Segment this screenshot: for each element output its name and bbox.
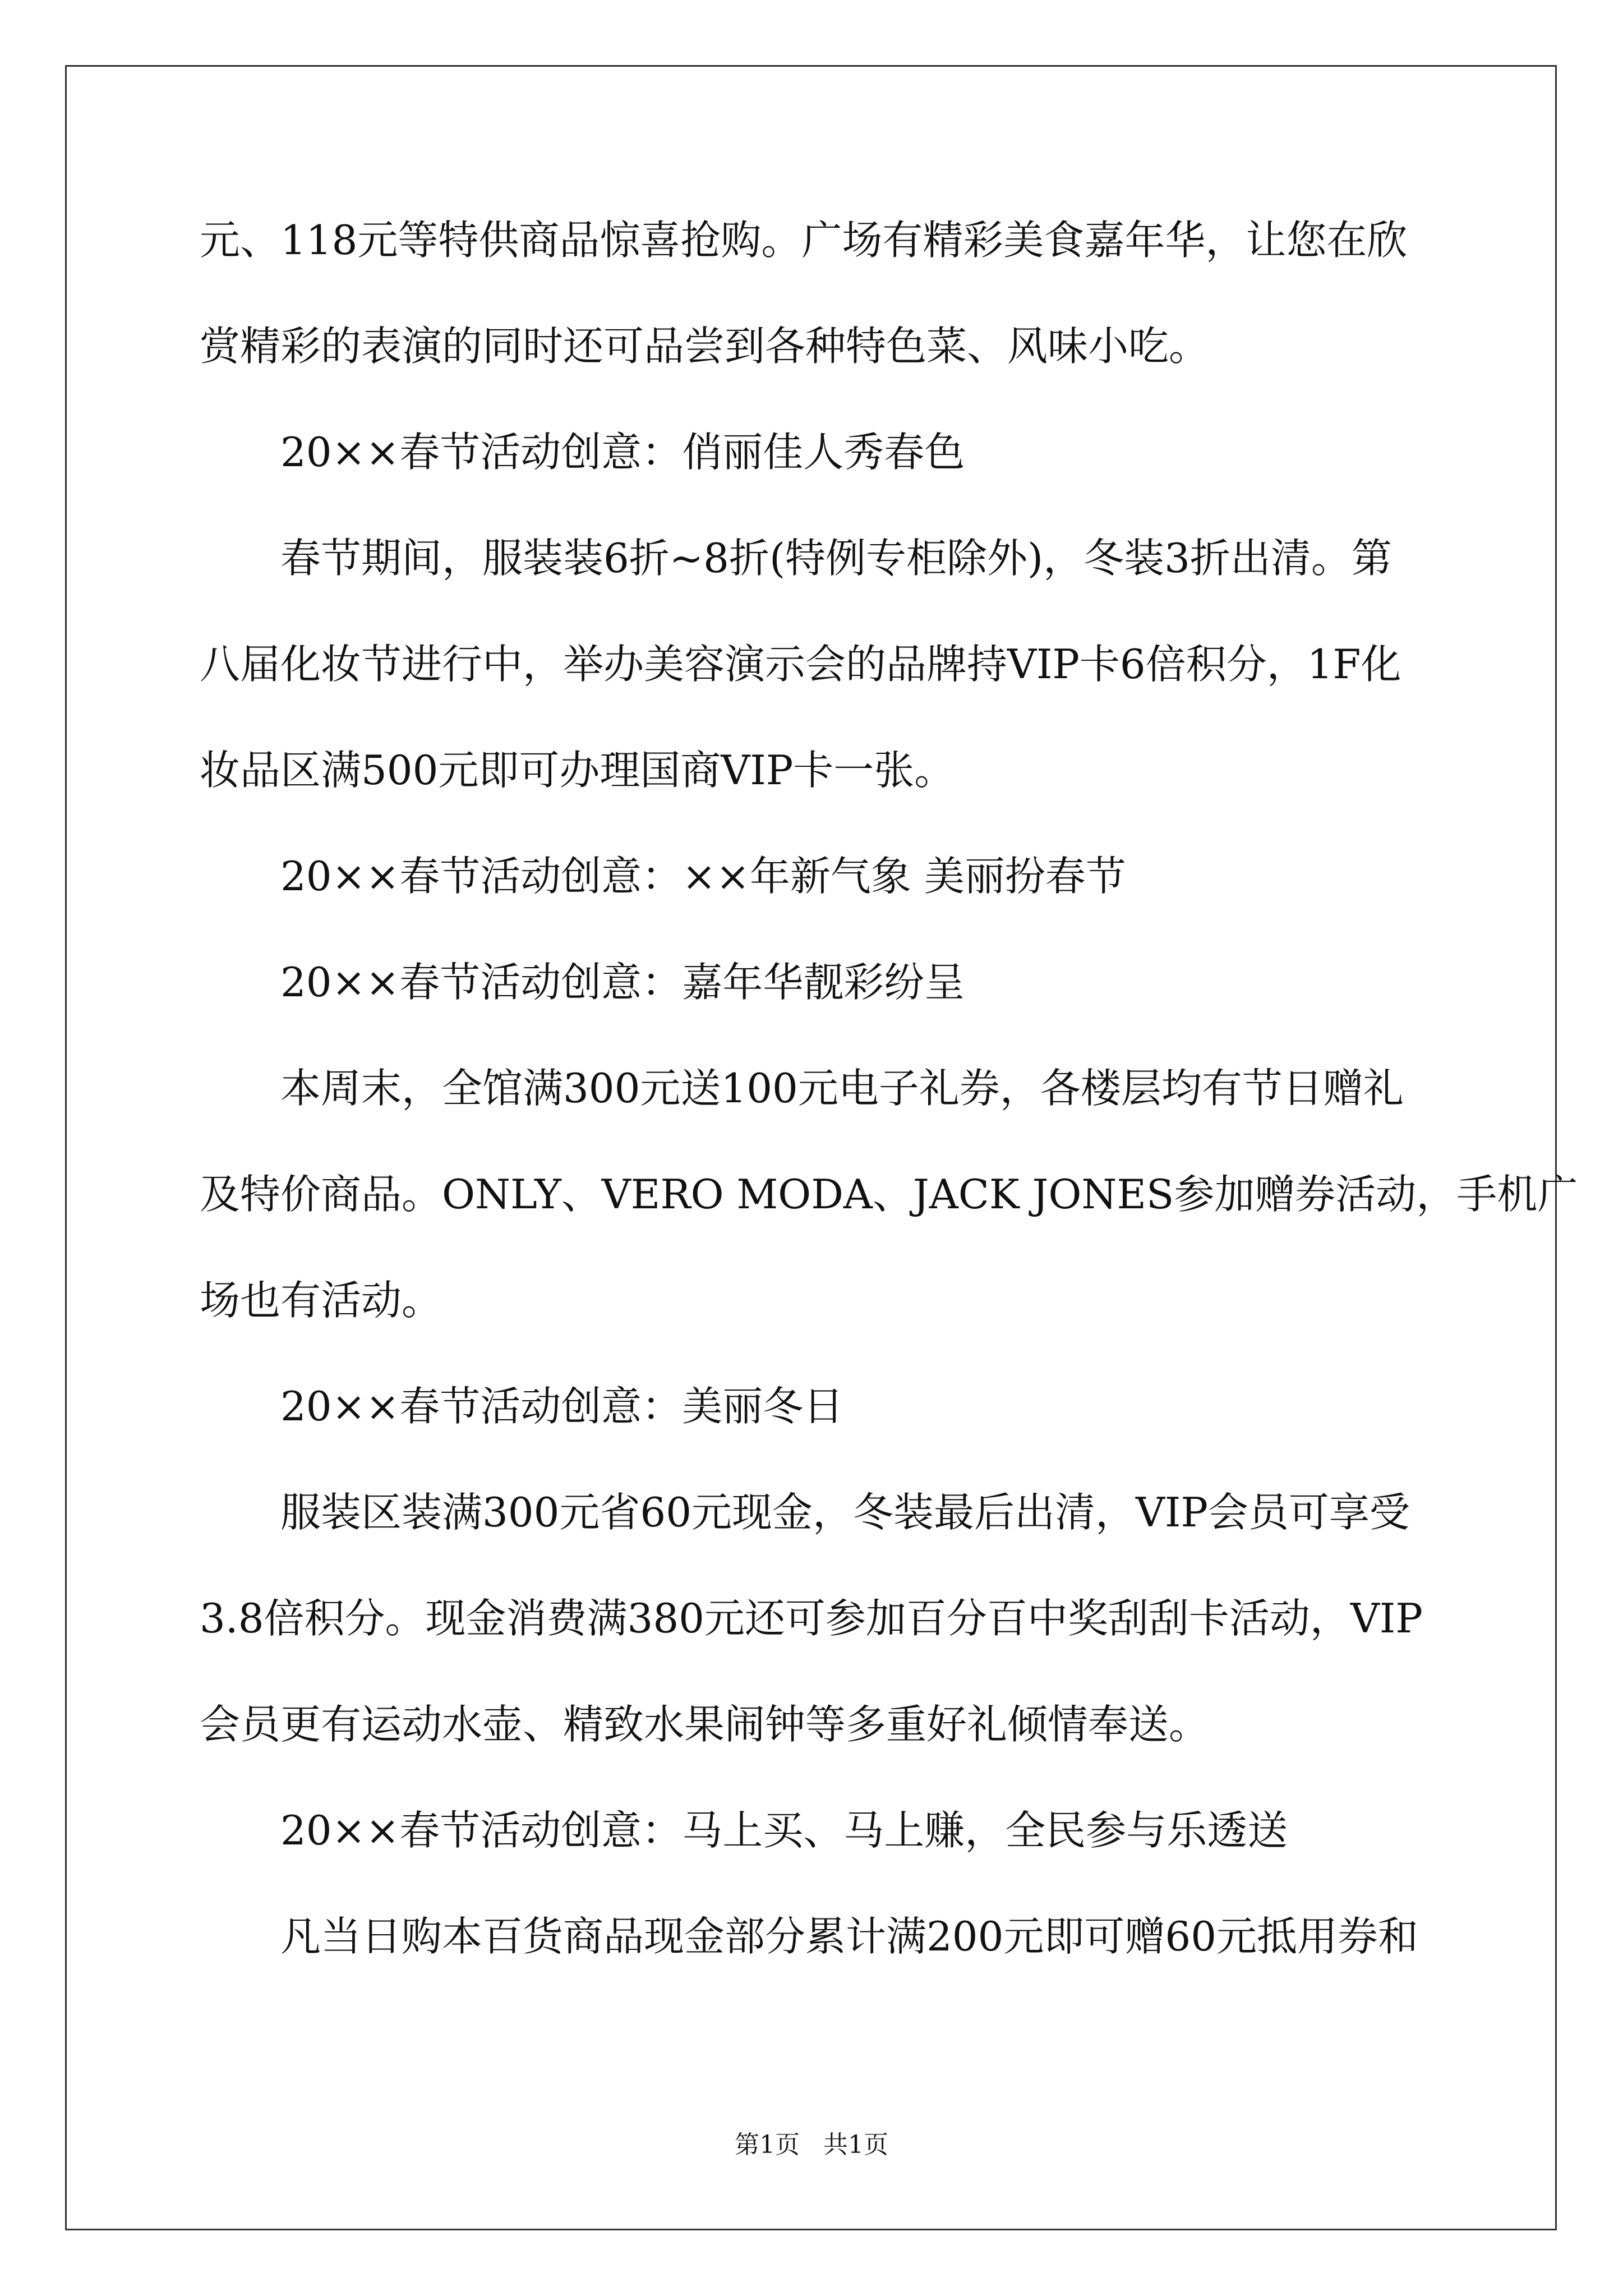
heading-line-16: 20××春节活动创意：马上买、马上赚，全民参与乐透送 <box>280 1807 1288 1854</box>
text-line-9: 本周末，全馆满300元送100元电子礼券，各楼层均有节日赠礼 <box>280 1065 1404 1112</box>
text-line-4: 春节期间，服装装6折~8折(特例专柜除外)，冬装3折出清。第 <box>280 535 1392 582</box>
heading-line-3: 20××春节活动创意：俏丽佳人秀春色 <box>280 429 965 476</box>
text-line-2: 赏精彩的表演的同时还可品尝到各种特色菜、风味小吃。 <box>200 323 1210 370</box>
text-line-14: 3.8倍积分。现金消费满380元还可参加百分百中奖刮刮卡活动，VIP <box>200 1595 1423 1642</box>
heading-line-8: 20××春节活动创意：嘉年华靓彩纷呈 <box>280 959 965 1006</box>
text-line-1: 元、118元等特供商品惊喜抢购。广场有精彩美食嘉年华，让您在欣 <box>200 217 1408 264</box>
text-line-11: 场也有活动。 <box>200 1277 442 1324</box>
text-line-15: 会员更有运动水壶、精致水果闹钟等多重好礼倾情奉送。 <box>200 1701 1210 1748</box>
text-line-5: 八届化妆节进行中，举办美容演示会的品牌持VIP卡6倍积分，1F化 <box>200 641 1401 688</box>
page-number: 第1页 <box>735 2131 800 2159</box>
page-total: 共1页 <box>823 2131 888 2159</box>
text-line-13: 服装区装满300元省60元现金，冬装最后出清，VIP会员可享受 <box>280 1489 1410 1536</box>
heading-line-12: 20××春节活动创意：美丽冬日 <box>280 1383 844 1430</box>
text-line-17: 凡当日购本百货商品现金部分累计满200元即可赠60元抵用券和 <box>280 1913 1419 1960</box>
text-line-10: 及特价商品。ONLY、VERO MODA、JACK JONES参加赠券活动，手机广 <box>200 1171 1578 1218</box>
text-line-6: 妆品区满500元即可办理国商VIP卡一张。 <box>200 747 955 794</box>
page-border <box>65 65 1557 2230</box>
heading-line-7: 20××春节活动创意：××年新气象 美丽扮春节 <box>280 853 1126 900</box>
page-footer <box>0 2129 1623 2161</box>
